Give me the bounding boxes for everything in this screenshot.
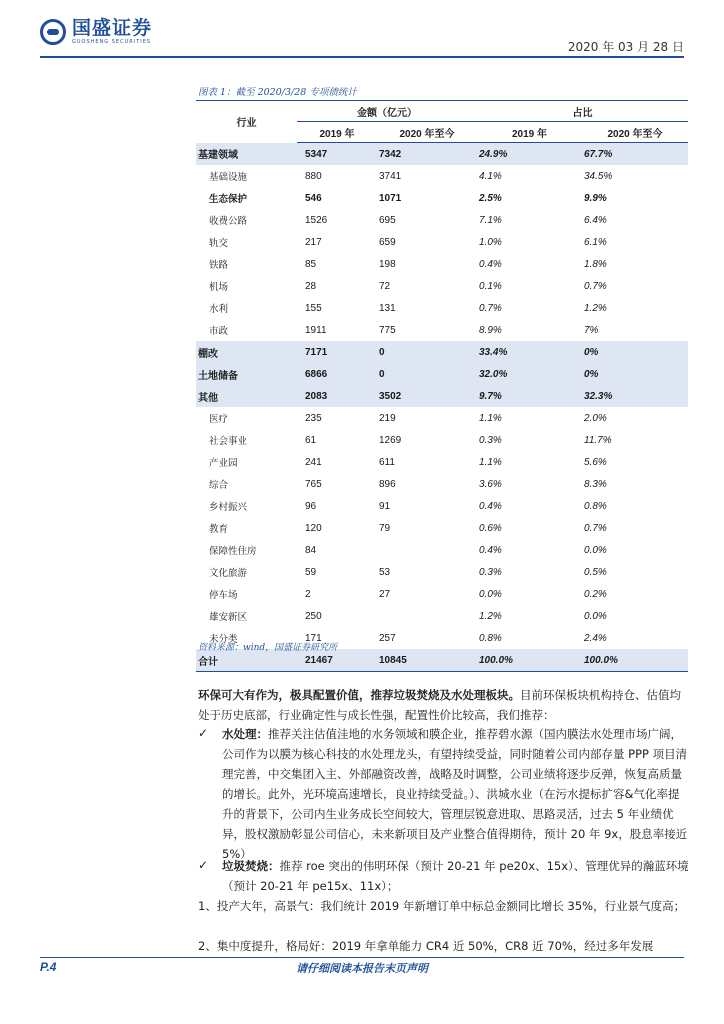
amount-2020-cell: 79: [379, 522, 391, 534]
amount-2019-cell: 6866: [297, 363, 377, 385]
table-row: [196, 517, 688, 539]
table-row: [196, 143, 688, 166]
share-2020-cell: 0.5%: [584, 566, 607, 578]
special-bond-table: [196, 101, 688, 672]
share-2020-cell: 7%: [584, 324, 599, 336]
share-2020-cell: 0.0%: [584, 544, 607, 556]
table-row: [196, 363, 688, 385]
industry-cell: 铁路: [209, 260, 229, 271]
paragraph-recommendation: [198, 685, 690, 725]
share-2020-cell: 9.9%: [584, 192, 607, 204]
industry-cell: 土地储备: [196, 363, 297, 385]
share-2020-cell: 0.8%: [584, 500, 607, 512]
figure-source: 资料来源：wind，国盛证券研究所: [198, 643, 338, 653]
share-2020-cell: 6.1%: [584, 236, 607, 248]
amount-2019-cell: 28: [305, 280, 317, 292]
waste-incineration-body: 推荐 roe 突出的伟明环保（预计 20-21 年 pe20x、15x）、管理优异的瀚蓝环境（预计 20-21 年 pe15x、11x）；: [222, 859, 689, 893]
paragraph-point-1: 1、投产大年，高景气：我们统计 2019 年新增订单中标总金额同比增长 35%，行业景气度高；: [198, 899, 686, 913]
table-row: [196, 187, 688, 209]
table-row: [196, 231, 688, 253]
share-2020-cell: 11.7%: [584, 434, 612, 446]
table-row: [196, 253, 688, 275]
share-2020-cell: 67.7%: [582, 143, 688, 166]
amount-2019-cell: 880: [305, 170, 322, 182]
industry-cell: 合计: [196, 649, 297, 672]
share-2020-cell: 0.2%: [584, 588, 607, 600]
page-number: P.4: [40, 960, 57, 974]
col-header-industry: 行业: [236, 118, 257, 130]
industry-cell: 棚改: [196, 341, 297, 363]
industry-cell: 综合: [209, 480, 229, 491]
col-header-share-2020: 2020 年至今: [582, 122, 688, 143]
amount-2019-cell: 171: [305, 632, 322, 644]
share-2019-cell: 24.9%: [477, 143, 582, 166]
check-mark-icon: ✓: [198, 858, 209, 872]
amount-2019-cell: 59: [305, 566, 317, 578]
industry-cell: 保障性住房: [209, 546, 257, 557]
industry-cell: 轨交: [209, 238, 229, 249]
table-row: [196, 473, 688, 495]
amount-2019-cell: 2: [305, 588, 311, 600]
amount-2019-cell: 21467: [297, 649, 377, 672]
col-header-amount-2019: 2019 年: [297, 122, 377, 143]
industry-cell: 市政: [209, 326, 229, 337]
table-row: [196, 561, 688, 583]
amount-2020-cell: 27: [379, 588, 391, 600]
amount-2019-cell: 85: [305, 258, 317, 270]
industry-cell: 水利: [209, 304, 229, 315]
amount-2020-cell: 611: [379, 456, 395, 468]
amount-2019-cell: 241: [305, 456, 322, 468]
share-2020-cell: 0%: [582, 341, 688, 363]
table-row: [196, 297, 688, 319]
table-row: [196, 319, 688, 341]
industry-cell: 教育: [209, 524, 229, 535]
check-mark-icon: ✓: [198, 726, 209, 740]
share-2019-cell: 0.8%: [479, 632, 502, 644]
amount-2019-cell: 250: [305, 610, 322, 622]
industry-cell: 停车场: [209, 590, 238, 601]
table-row: [196, 451, 688, 473]
figure-caption: 图表 1：截至 2020/3/28 专项债统计: [198, 87, 357, 98]
share-2019-cell: 100.0%: [477, 649, 582, 672]
paragraph-lead: 环保可大有作为，极具配置价值，推荐垃圾焚烧及水处理板块。: [198, 688, 520, 702]
amount-2020-cell: 53: [379, 566, 391, 578]
amount-2020-cell: 219: [379, 412, 396, 424]
table-row: [196, 407, 688, 429]
amount-2020-cell: 0: [377, 341, 477, 363]
amount-2020-cell: [377, 605, 477, 627]
amount-2020-cell: 659: [379, 236, 396, 248]
share-2019-cell: 0.0%: [479, 588, 502, 600]
footer-divider: [40, 957, 684, 958]
share-2020-cell: 100.0%: [582, 649, 688, 672]
amount-2020-cell: 896: [379, 478, 396, 490]
table-row: [196, 429, 688, 451]
amount-2020-cell: [377, 539, 477, 561]
table-row: [196, 539, 688, 561]
table-row: [196, 583, 688, 605]
amount-2019-cell: 765: [305, 478, 322, 490]
amount-2020-cell: 3502: [377, 385, 477, 407]
amount-2020-cell: 7342: [377, 143, 477, 166]
amount-2020-cell: 1269: [379, 434, 402, 446]
amount-2020-cell: 257: [379, 632, 396, 644]
amount-2019-cell: 546: [305, 192, 322, 204]
share-2019-cell: 1.1%: [479, 412, 502, 424]
paragraph-water-treatment: [222, 724, 690, 864]
share-2019-cell: 0.3%: [479, 566, 502, 578]
logo-name-cn: 国盛证券: [72, 17, 153, 39]
amount-2019-cell: 7171: [297, 341, 377, 363]
share-2020-cell: 0.0%: [584, 610, 607, 622]
share-2020-cell: 2.4%: [584, 632, 607, 644]
share-2019-cell: 2.5%: [479, 192, 502, 204]
col-group-share: 占比: [477, 101, 688, 122]
amount-2019-cell: 155: [305, 302, 322, 314]
share-2019-cell: 0.4%: [479, 500, 502, 512]
industry-cell: 基建领域: [196, 143, 297, 166]
table-row: [196, 341, 688, 363]
table-row: [196, 275, 688, 297]
share-2019-cell: 32.0%: [477, 363, 582, 385]
amount-2020-cell: 198: [379, 258, 396, 270]
amount-2019-cell: 61: [305, 434, 317, 446]
industry-cell: 收费公路: [209, 216, 248, 227]
paragraph-body: 目前环保板块机构持仓、估值均处于历史底部，行业确定性与成长性强，配置性价比较高，我们推荐：: [198, 688, 681, 722]
industry-cell: 医疗: [209, 414, 229, 425]
amount-2020-cell: 0: [377, 363, 477, 385]
paragraph-point-2: 2、集中度提升，格局好：2019 年拿单能力 CR4 近 50%，CR8 近 70%，经过多年发展: [198, 939, 654, 953]
amount-2019-cell: 5347: [297, 143, 377, 166]
share-2019-cell: 1.1%: [479, 456, 502, 468]
industry-cell: 雄安新区: [209, 612, 248, 623]
logo-name-en: GUOSHENG SECURITIES: [72, 39, 152, 45]
amount-2020-cell: 3741: [379, 170, 402, 182]
share-2019-cell: 3.6%: [479, 478, 502, 490]
water-treatment-body: 推荐关注估值洼地的水务领域和膜企业，推荐碧水源（国内膜法水处理市场广阔，公司作为以膜为核心科技的水处理龙头，有望持续受益，同时随着公司内部存量 PPP 项目清理完善，中交集团入主、外部融资改善，战略及时调整，公司业绩将逐步反弹，恢复高质量的增长。此外，光环境高速增长，良业持续受益。）、洪城水业（在污水提标扩容&气化率提升的背景下，公司内生业务成长空间较大，管理层锐意进取、思路灵活，过去 5 年业绩优异，股权激励彰显公司信心，未来新项目及产业整合值得期待，预计 20 年 9x，股息率接近 5%）: [222, 727, 688, 861]
industry-cell: 其他: [196, 385, 297, 407]
amount-2019-cell: 217: [305, 236, 322, 248]
amount-2020-cell: 131: [379, 302, 396, 314]
industry-cell: 社会事业: [209, 436, 248, 447]
amount-2020-cell: 775: [379, 324, 396, 336]
industry-cell: 机场: [209, 282, 229, 293]
share-2020-cell: 6.4%: [584, 214, 607, 226]
share-2019-cell: 8.9%: [479, 324, 502, 336]
share-2019-cell: 7.1%: [479, 214, 502, 226]
amount-2019-cell: 1911: [305, 324, 327, 336]
share-2019-cell: 33.4%: [477, 341, 582, 363]
share-2020-cell: 2.0%: [584, 412, 607, 424]
share-2020-cell: 0.7%: [584, 522, 607, 534]
share-2020-cell: 34.5%: [584, 170, 613, 182]
table-row: [196, 209, 688, 231]
share-2019-cell: 0.4%: [479, 544, 502, 556]
header-divider: [40, 56, 684, 58]
share-2020-cell: 5.6%: [584, 456, 607, 468]
waste-incineration-title: 垃圾焚烧：: [222, 859, 280, 873]
amount-2020-cell: 91: [379, 500, 391, 512]
amount-2020-cell: 72: [379, 280, 391, 292]
share-2020-cell: 32.3%: [582, 385, 688, 407]
amount-2019-cell: 84: [305, 544, 317, 556]
amount-2019-cell: 235: [305, 412, 322, 424]
share-2019-cell: 0.3%: [479, 434, 502, 446]
share-2020-cell: 0%: [582, 363, 688, 385]
industry-cell: 文化旅游: [209, 568, 248, 579]
share-2020-cell: 8.3%: [584, 478, 607, 490]
industry-cell: 乡村振兴: [209, 502, 248, 513]
amount-2019-cell: 2083: [297, 385, 377, 407]
footer-disclaimer: 请仔细阅读本报告末页声明: [296, 962, 428, 975]
share-2020-cell: 0.7%: [584, 280, 607, 292]
share-2019-cell: 1.0%: [479, 236, 502, 248]
col-header-amount-2020: 2020 年至今: [377, 122, 477, 143]
share-2019-cell: 0.6%: [479, 522, 502, 534]
amount-2019-cell: 1526: [305, 214, 328, 226]
amount-2020-cell: 695: [379, 214, 396, 226]
share-2019-cell: 4.1%: [479, 170, 502, 182]
industry-cell: 未分类: [209, 634, 238, 645]
report-date: 2020 年 03 月 28 日: [567, 40, 684, 54]
share-2020-cell: 1.8%: [584, 258, 607, 270]
col-header-share-2019: 2019 年: [477, 122, 582, 143]
industry-cell: 基础设施: [209, 172, 248, 183]
company-logo: [40, 18, 152, 45]
amount-2019-cell: 120: [305, 522, 322, 534]
table-row: [196, 385, 688, 407]
logo-emblem-icon: [40, 19, 66, 45]
table-row: [196, 495, 688, 517]
share-2020-cell: 1.2%: [584, 302, 607, 314]
amount-2020-cell: 10845: [377, 649, 477, 672]
industry-cell: 生态保护: [209, 194, 248, 205]
table-row: [196, 605, 688, 627]
share-2019-cell: 0.7%: [479, 302, 502, 314]
share-2019-cell: 0.1%: [479, 280, 502, 292]
table-row: [196, 165, 688, 187]
share-2019-cell: 0.4%: [479, 258, 502, 270]
industry-cell: 产业园: [209, 458, 238, 469]
col-group-amount: 金额（亿元）: [297, 101, 477, 122]
water-treatment-title: 水处理：: [222, 727, 268, 741]
share-2019-cell: 9.7%: [477, 385, 582, 407]
share-2019-cell: 1.2%: [479, 610, 502, 622]
paragraph-waste-incineration: [222, 856, 690, 896]
amount-2019-cell: 96: [305, 500, 317, 512]
amount-2020-cell: 1071: [379, 192, 402, 204]
